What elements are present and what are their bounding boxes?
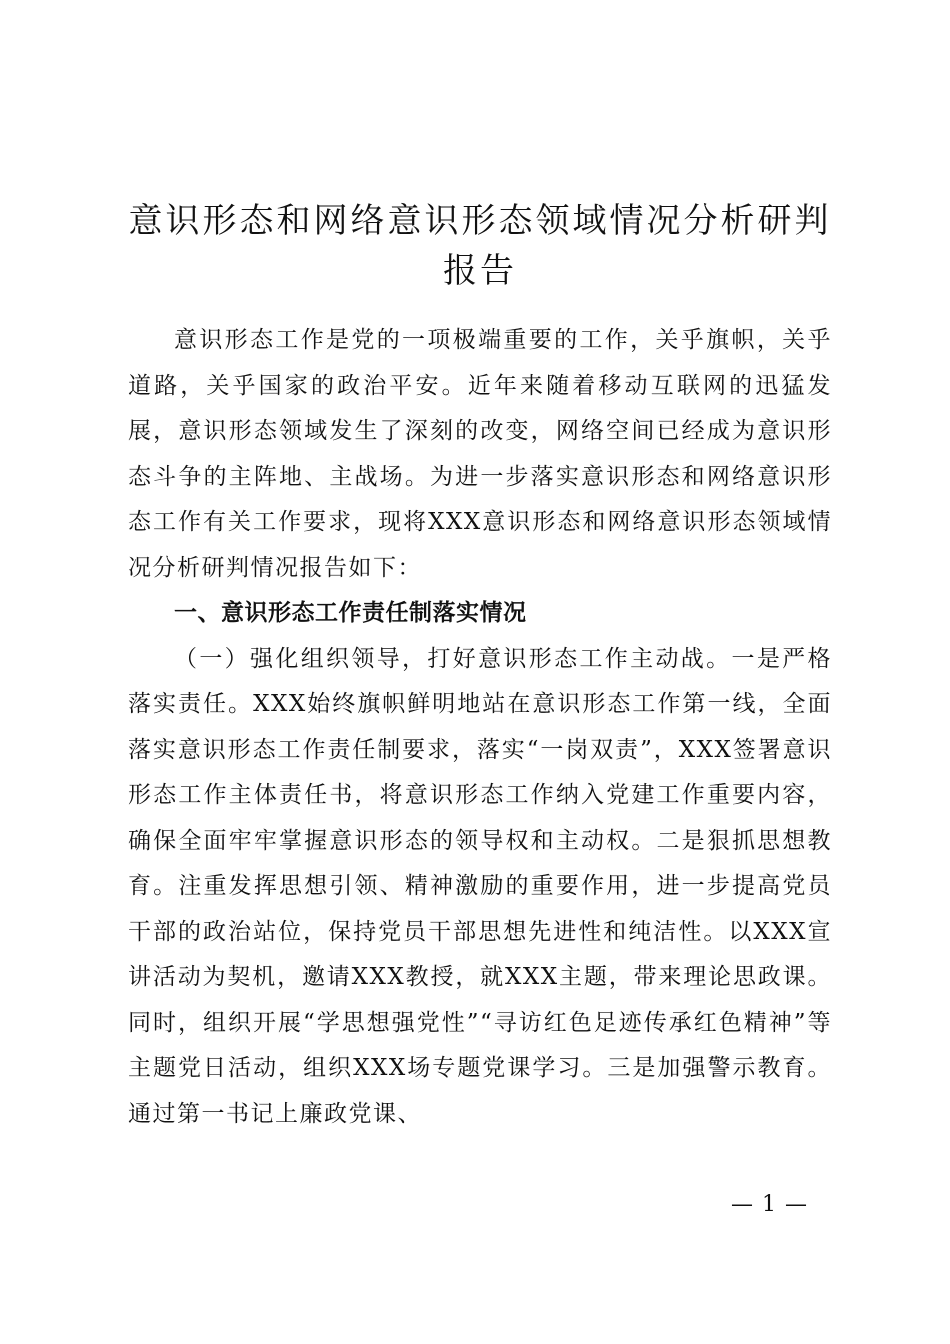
section-1-paragraph: （一）强化组织领导，打好意识形态工作主动战。一是严格落实责任。XXX始终旗帜鲜明地站在意识形态工作第一线，全面落实意识形态工作责任制要求，落实“一岗双责”，XXX签署意识形态工作主体责任书，将意识形态工作纳入党建工作重要内容，确保全面牢牢掌握意识形态的领导权和主动权。二是狠抓思想教育。注重发挥思想引领、精神激励的重要作用，进一步提高党员干部的政治站位，保持党员干部思想先进性和纯洁性。以XXX宣讲活动为契机，邀请XXX教授，就XXX主题，带来理论思政课。同时，组织开展“学思想强党性”“寻访红色足迹传承红色精神”等主题党日活动，组织XXX场专题党课学习。三是加强警示教育。通过第一书记上廉政党课、 <box>128 645 832 1127</box>
page-number: — 1 — <box>731 1192 808 1217</box>
document-body <box>128 318 832 1137</box>
intro-paragraph: 意识形态工作是党的一项极端重要的工作，关乎旗帜，关乎道路，关乎国家的政治平安。近年来随着移动互联网的迅猛发展，意识形态领域发生了深刻的改变，网络空间已经成为意识形态斗争的主阵地、主战场。为进一步落实意识形态和网络意识形态工作有关工作要求，现将XXX意识形态和网络意识形态领域情况分析研判情况报告如下： <box>128 327 832 581</box>
section-heading-1: 一、意识形态工作责任制落实情况 <box>174 600 527 626</box>
document-title: 意识形态和网络意识形态领域情况分析研判报告 <box>128 201 832 291</box>
